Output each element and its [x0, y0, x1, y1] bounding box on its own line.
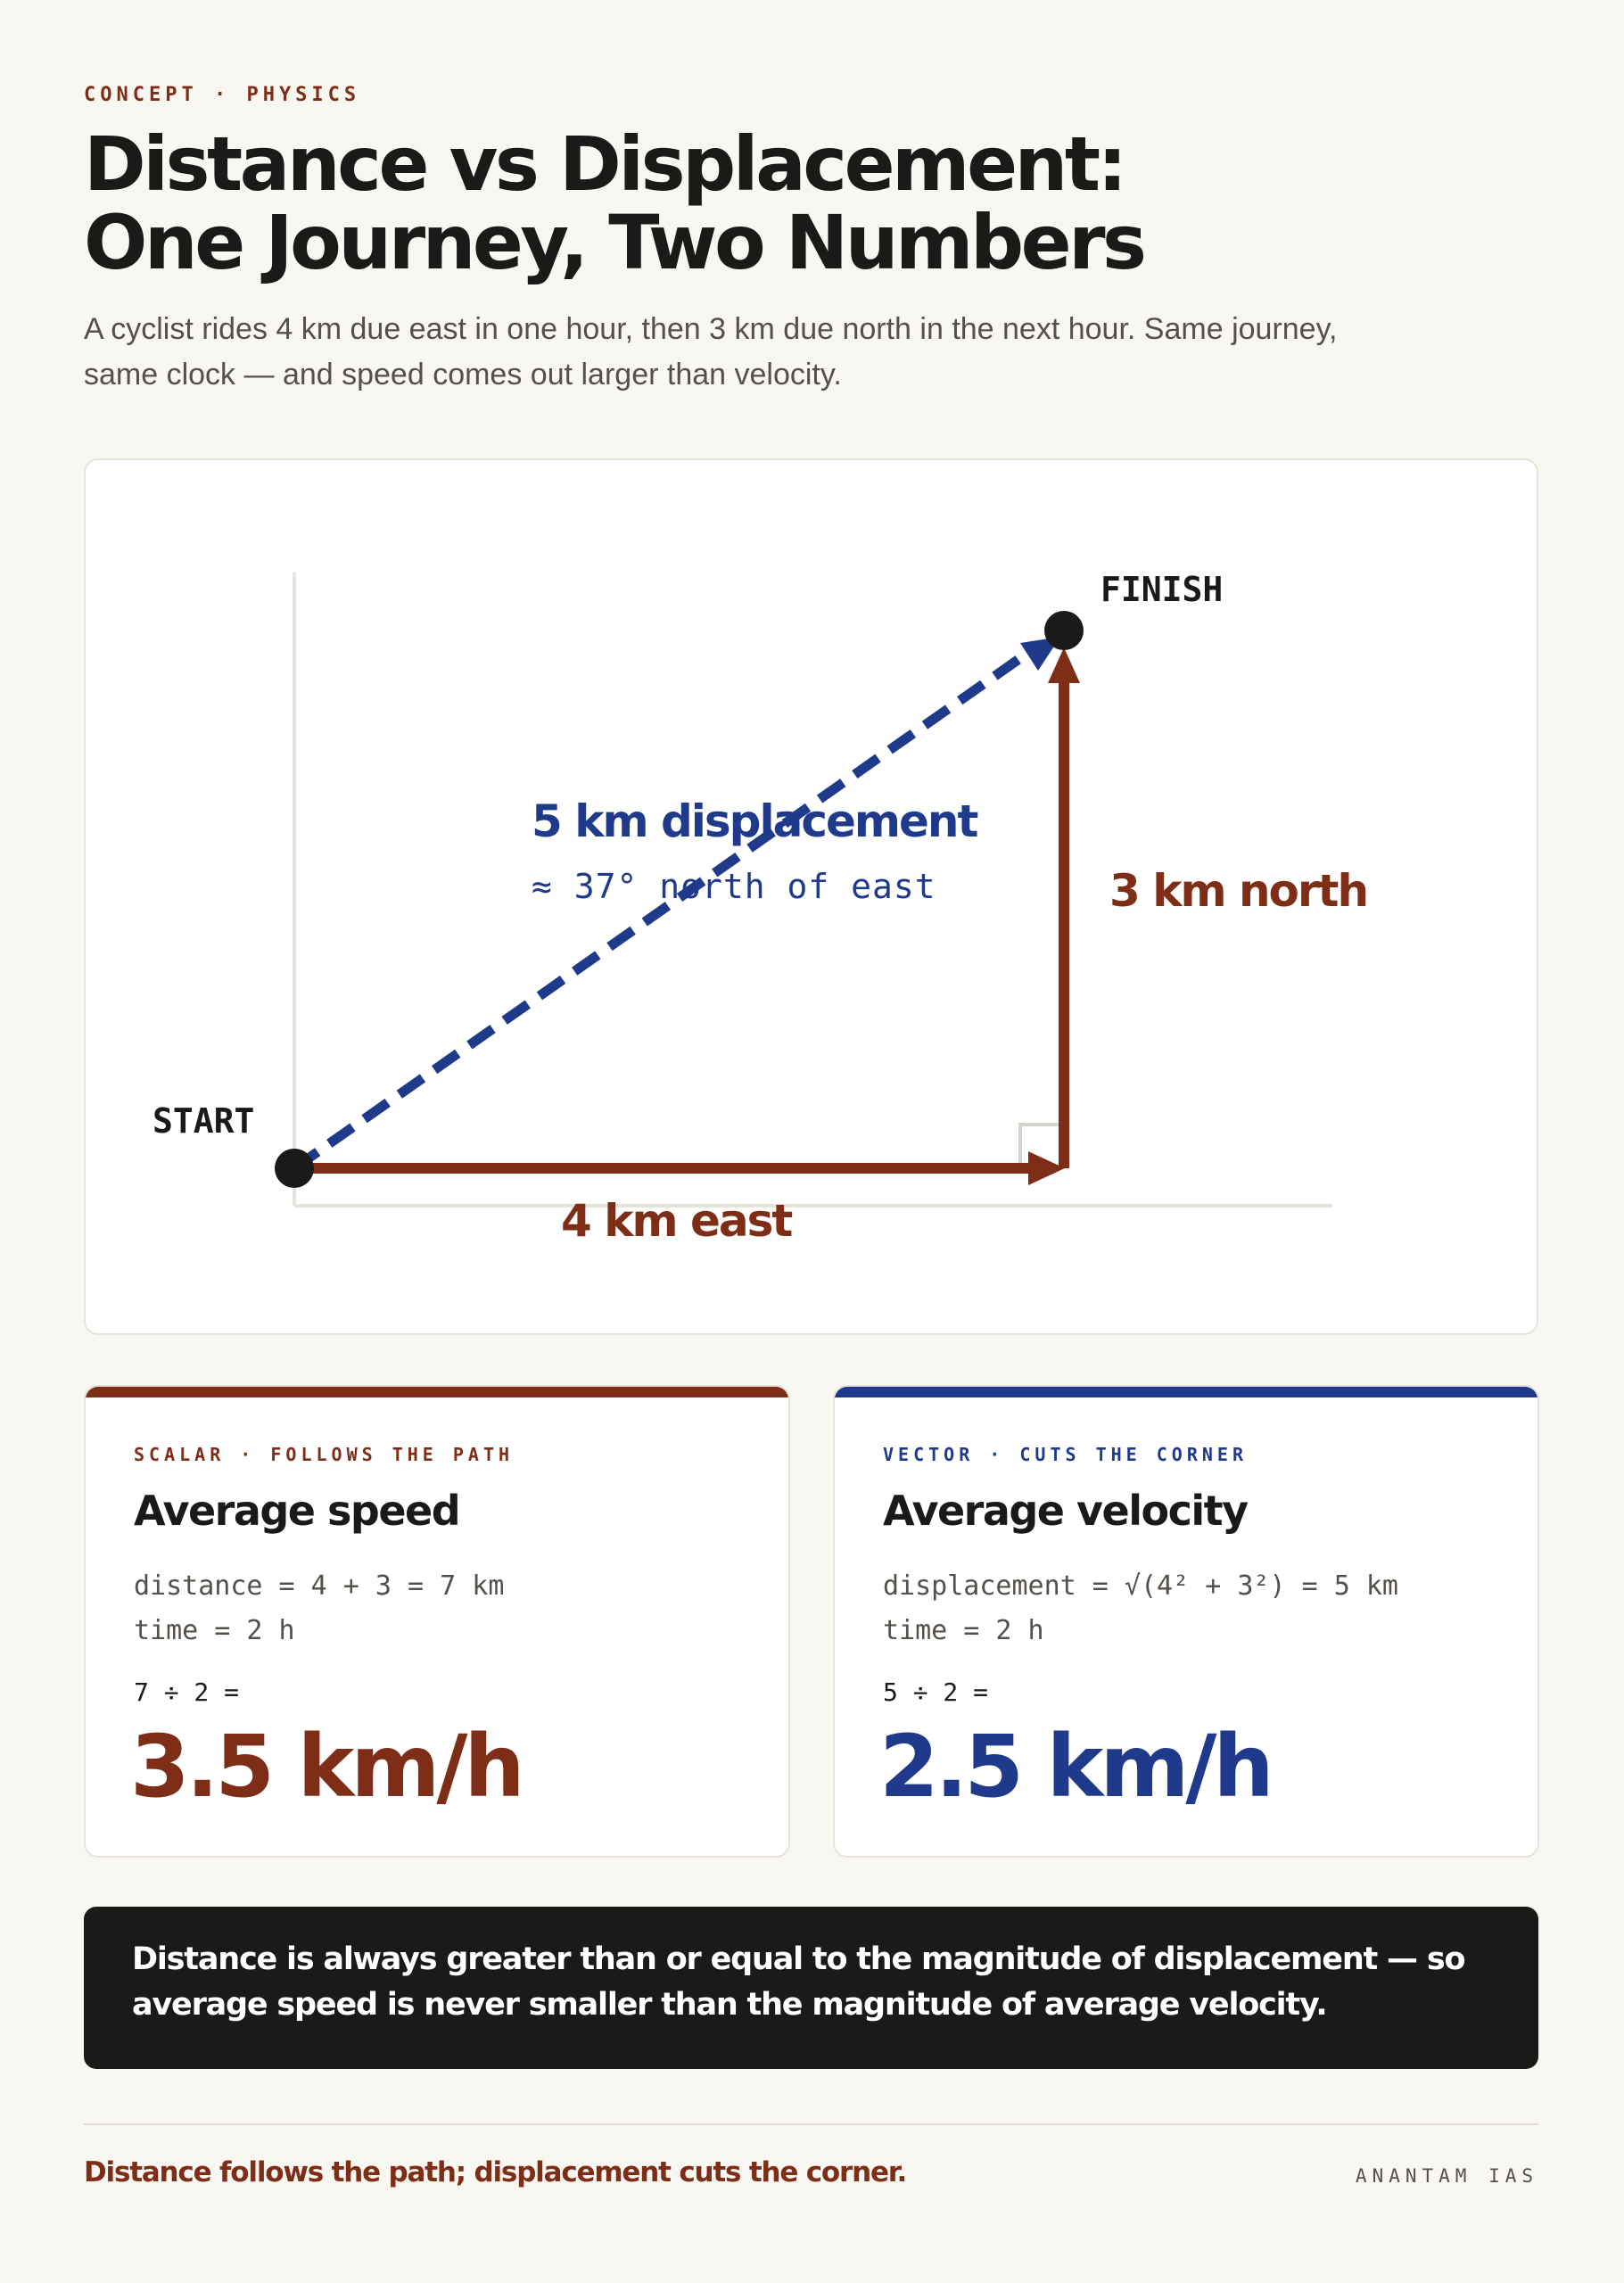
division-equation: 7 ÷ 2 = [134, 1677, 240, 1707]
displacement-line [294, 652, 1029, 1168]
average-velocity-card [833, 1385, 1539, 1858]
card-tag: SCALAR · FOLLOWS THE PATH [134, 1444, 515, 1465]
time-line: time = 2 h [134, 1615, 295, 1646]
north-leg-label: 3 km north [1109, 865, 1368, 917]
finish-label: FINISH [1101, 570, 1224, 609]
start-point [275, 1149, 314, 1188]
footer-tagline: Distance follows the path; displacement cuts the corner. [84, 2156, 907, 2188]
speed-result: 3.5 km/h [130, 1717, 522, 1817]
velocity-result: 2.5 km/h [879, 1717, 1271, 1817]
start-label: START [153, 1101, 255, 1141]
subtitle: A cyclist rides 4 km due east in one hour, then 3 km due north in the next hour. Same journey, same clock — and speed comes out larger than velocity. [84, 312, 1338, 391]
finish-point [1044, 611, 1084, 650]
card-accent-bar [835, 1387, 1537, 1397]
angle-label: ≈ 37° north of east [532, 867, 936, 906]
journey-diagram-card [84, 458, 1538, 1335]
card-title: Average speed [134, 1487, 460, 1535]
title-line-1: Distance vs Displacement: [84, 120, 1125, 208]
division-equation: 5 ÷ 2 = [883, 1677, 989, 1707]
average-speed-card [84, 1385, 790, 1858]
east-leg-label: 4 km east [561, 1195, 792, 1247]
takeaway-banner [84, 1907, 1538, 2069]
title-line-2: One Journey, Two Numbers [84, 199, 1144, 286]
brand-name: ANANTAM IAS [1355, 2165, 1538, 2187]
page-title [84, 120, 1422, 286]
takeaway-line-1: Distance is always greater than or equal to the magnitude of displacement — so [132, 1941, 1465, 1977]
north-arrowhead [1048, 647, 1080, 683]
card-title: Average velocity [883, 1487, 1248, 1535]
kicker: CONCEPT · PHYSICS [84, 84, 361, 106]
card-tag: VECTOR · CUTS THE CORNER [883, 1444, 1248, 1465]
journey-diagram [86, 460, 1540, 1337]
takeaway-line-2: average speed is never smaller than the magnitude of average velocity. [132, 1987, 1327, 2023]
footer-divider [84, 2123, 1538, 2125]
time-line: time = 2 h [883, 1615, 1044, 1646]
displacement-line-text: displacement = √(4² + 3²) = 5 km [883, 1570, 1398, 1602]
card-accent-bar [86, 1387, 788, 1397]
distance-line: distance = 4 + 3 = 7 km [134, 1570, 505, 1602]
displacement-label: 5 km displacement [532, 795, 977, 847]
